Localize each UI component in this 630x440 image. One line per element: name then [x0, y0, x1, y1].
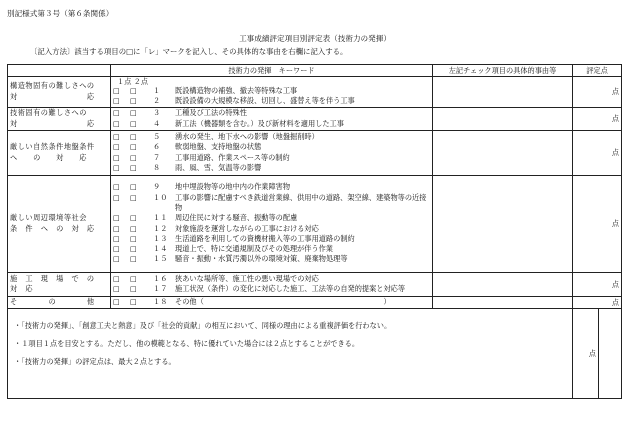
keyword-item: [113, 182, 432, 192]
item-number: １２: [153, 223, 168, 233]
reason-field[interactable]: [433, 175, 573, 272]
item-number: １６: [153, 273, 168, 283]
category-label: [8, 107, 111, 130]
item-text: 周辺住民に対する騒音、振動等の配慮: [175, 213, 298, 223]
category-row: [8, 107, 622, 130]
checkbox-1pt[interactable]: □: [113, 223, 120, 233]
checkbox-2pt[interactable]: □: [130, 213, 137, 223]
reason-field[interactable]: [433, 296, 573, 308]
checkbox-1pt[interactable]: □: [113, 284, 120, 294]
item-number: １４: [153, 244, 168, 254]
keyword-items: [111, 77, 433, 108]
form-code: 別記様式第３号（第６条関係）: [7, 9, 114, 18]
category-label-line: へ の 対 応: [10, 152, 87, 162]
item-text: 生活道路を利用しての資機材搬入等の工事用道路の制約: [175, 233, 355, 243]
checkbox-1pt[interactable]: □: [113, 86, 120, 95]
item-number: ４: [153, 118, 161, 128]
item-text: 施工状況（条件）の変化に対応した施工、工法等の自発的提案と対応等: [175, 284, 406, 294]
checkbox-1pt[interactable]: □: [113, 108, 120, 118]
checkbox-1pt[interactable]: □: [113, 182, 120, 192]
checkbox-2pt[interactable]: □: [130, 118, 137, 128]
checkbox-2pt[interactable]: □: [130, 296, 137, 306]
score-unit: 点: [611, 148, 620, 158]
evaluation-table: [7, 64, 622, 399]
score-field[interactable]: [573, 77, 622, 108]
item-text: 既設設備の大規模な移設、切回し、盛替え等を伴う工事: [175, 96, 355, 106]
item-text: 工事の影響に配慮すべき鉄道営業線、供用中の道路、架空線、建築物等の近接物: [175, 192, 427, 212]
keyword-item: [113, 274, 432, 284]
item-number: １３: [153, 233, 168, 243]
score-field[interactable]: [573, 272, 622, 296]
category-label: [8, 272, 111, 296]
total-score-field[interactable]: [573, 308, 599, 398]
category-label-line: 厳しい自然条件地盤条件: [10, 142, 95, 152]
reason-field[interactable]: [433, 107, 573, 130]
checkbox-1pt[interactable]: □: [113, 244, 120, 254]
category-row: [8, 272, 622, 296]
category-label-line: 対 応: [10, 118, 95, 128]
keyword-item: [113, 244, 432, 254]
score-field[interactable]: [573, 107, 622, 130]
keyword-item: [113, 153, 432, 163]
keyword-item: [113, 163, 432, 173]
category-label: [8, 130, 111, 175]
checkbox-2pt[interactable]: □: [130, 244, 137, 254]
keyword-items: [111, 130, 433, 175]
checkbox-2pt[interactable]: □: [130, 162, 137, 172]
keyword-item: [113, 142, 432, 152]
category-label: [8, 77, 111, 108]
checkbox-2pt[interactable]: □: [130, 152, 137, 162]
score-field[interactable]: [573, 175, 622, 272]
keyword-item: [113, 224, 432, 234]
blank-cell: [599, 308, 622, 398]
document-title: 工事成績評定項目別評定表（技術力の発揮）: [239, 34, 391, 43]
keyword-item: [113, 234, 432, 244]
keyword-items: [111, 296, 433, 308]
keyword-header: 技術力の発揮 キーワード: [111, 65, 433, 77]
category-row: [8, 296, 622, 308]
note-line: ・「技術力の発揮」の評定点は、最大２点とする。: [14, 356, 176, 366]
item-text: 新工法（機器類を含む。）及び新材料を適用した工事: [175, 118, 344, 128]
checkbox-1pt[interactable]: □: [113, 118, 120, 128]
table-header-row: [8, 65, 622, 77]
category-header: [8, 65, 111, 77]
score-unit: 点: [611, 114, 620, 124]
item-text: 工種及び工法の特殊性: [175, 108, 247, 118]
total-score-unit: 点: [588, 348, 596, 358]
category-label-line: 技術固有の難しさへの: [10, 108, 87, 118]
item-number: １１: [153, 213, 168, 223]
item-text: 雨、風、雪、気温等の影響: [175, 162, 262, 172]
keyword-item: [113, 254, 432, 264]
reason-field[interactable]: [433, 130, 573, 175]
item-text: 軟弱地盤、支持地盤の状態: [175, 142, 262, 152]
item-text: 現道上で、特に交通規制及びその処理が伴う作業: [175, 244, 333, 254]
checkbox-2pt[interactable]: □: [130, 273, 137, 283]
keyword-item: [113, 213, 432, 223]
item-number: ９: [153, 182, 161, 192]
keyword-items: [111, 107, 433, 130]
item-text: 対象施設を運営しながらの工事における対応: [175, 223, 319, 233]
notes-section: [8, 308, 573, 398]
item-text: 地中埋設物等の地中内の作業障害物: [175, 182, 291, 192]
checkbox-1pt[interactable]: □: [113, 96, 120, 106]
score-unit: 点: [611, 279, 620, 289]
checkbox-1pt[interactable]: □: [113, 132, 120, 141]
checkbox-1pt[interactable]: □: [113, 162, 120, 172]
instruction-text: 〔記入方法〕該当する項目の□に「レ」マークを記入し、その具体的な事由を右欄に記入する。: [30, 47, 348, 56]
checkbox-2pt[interactable]: □: [130, 223, 137, 233]
item-number: １: [153, 86, 161, 95]
keyword-items: [111, 175, 433, 272]
category-row: [8, 130, 622, 175]
checkbox-1pt[interactable]: □: [113, 192, 120, 202]
checkbox-1pt[interactable]: □: [113, 254, 120, 264]
item-number: １０: [153, 192, 168, 202]
checkbox-1pt[interactable]: □: [113, 273, 120, 283]
keyword-item: [113, 96, 432, 106]
checkbox-1pt[interactable]: □: [113, 142, 120, 152]
category-label-line: そ の 他: [10, 296, 95, 306]
category-row: [8, 175, 622, 272]
checkbox-1pt[interactable]: □: [113, 296, 120, 306]
checkbox-2pt[interactable]: □: [130, 132, 137, 141]
keyword-item: [113, 86, 432, 96]
item-text: 騒音・振動・水質汚濁以外の環境対策、廃棄物処理等: [175, 254, 348, 264]
item-number: ２: [153, 96, 161, 106]
item-number: １７: [153, 284, 168, 294]
item-text: 既設構造物の補強、撤去等特殊な工事: [175, 86, 298, 95]
category-label: [8, 296, 111, 308]
category-label-line: 厳しい周辺環境等社会: [10, 213, 87, 223]
item-number: ５: [153, 132, 161, 141]
checkbox-1pt[interactable]: □: [113, 213, 120, 223]
category-row: [8, 77, 622, 108]
checkbox-2pt[interactable]: □: [130, 284, 137, 294]
checkbox-2pt[interactable]: □: [130, 182, 137, 192]
category-label-line: 条 件 へ の 対 応: [10, 223, 95, 233]
item-number: １８: [153, 296, 168, 306]
item-number: ７: [153, 152, 161, 162]
notes-row: [8, 308, 622, 398]
item-text: 湧水の発生、地下水への影響（地盤掘削時）: [175, 132, 319, 141]
keyword-item: [113, 284, 432, 294]
note-line: ・「技術力の発揮」、「創意工夫と熱意」及び「社会的貢献」の相互において、同様の理由による重複評価を行わない。: [14, 320, 392, 330]
score-unit: 点: [611, 297, 620, 307]
item-number: １５: [153, 254, 168, 264]
category-label: [8, 175, 111, 272]
keyword-item: [113, 297, 432, 307]
item-number: ８: [153, 162, 161, 172]
reason-header: 左記チェック項目の具体的事由等: [433, 65, 573, 77]
checkbox-1pt[interactable]: □: [113, 233, 120, 243]
score-unit: 点: [611, 219, 620, 229]
category-label-line: 施 工 現 場 で の 対 応: [10, 273, 103, 294]
item-text: 狭あいな場所等、施工性の悪い現場での対応: [175, 273, 319, 283]
checkbox-2pt[interactable]: □: [130, 142, 137, 152]
points-header: １点 ２点: [117, 77, 149, 86]
checkbox-2pt[interactable]: □: [130, 108, 137, 118]
checkbox-2pt[interactable]: □: [130, 192, 137, 202]
reason-field[interactable]: [433, 272, 573, 296]
item-number: ６: [153, 142, 161, 152]
keyword-item: [113, 108, 432, 118]
keyword-item: [113, 193, 432, 214]
reason-field[interactable]: [433, 77, 573, 108]
keyword-item: [113, 119, 432, 129]
checkbox-2pt[interactable]: □: [130, 96, 137, 106]
checkbox-1pt[interactable]: □: [113, 152, 120, 162]
score-field[interactable]: [573, 130, 622, 175]
checkbox-2pt[interactable]: □: [130, 233, 137, 243]
item-number: ３: [153, 108, 161, 118]
category-label-line: 構造物固有の難しさへの: [10, 81, 95, 91]
checkbox-2pt[interactable]: □: [130, 254, 137, 264]
category-label-line: 対 応: [10, 91, 95, 101]
score-unit: 点: [611, 87, 620, 97]
score-header: 評定点: [573, 65, 622, 77]
checkbox-2pt[interactable]: □: [130, 86, 137, 95]
keyword-items: [111, 272, 433, 296]
item-text: 工事用道路、作業スペース等の制約: [175, 152, 290, 162]
score-field[interactable]: [573, 296, 622, 308]
note-line: ・１項目１点を目安とする。ただし、他の模範となる、特に優れていた場合には２点とすることができる。: [14, 338, 360, 348]
item-text: その他（ ）: [175, 296, 391, 306]
keyword-item: [113, 132, 432, 142]
